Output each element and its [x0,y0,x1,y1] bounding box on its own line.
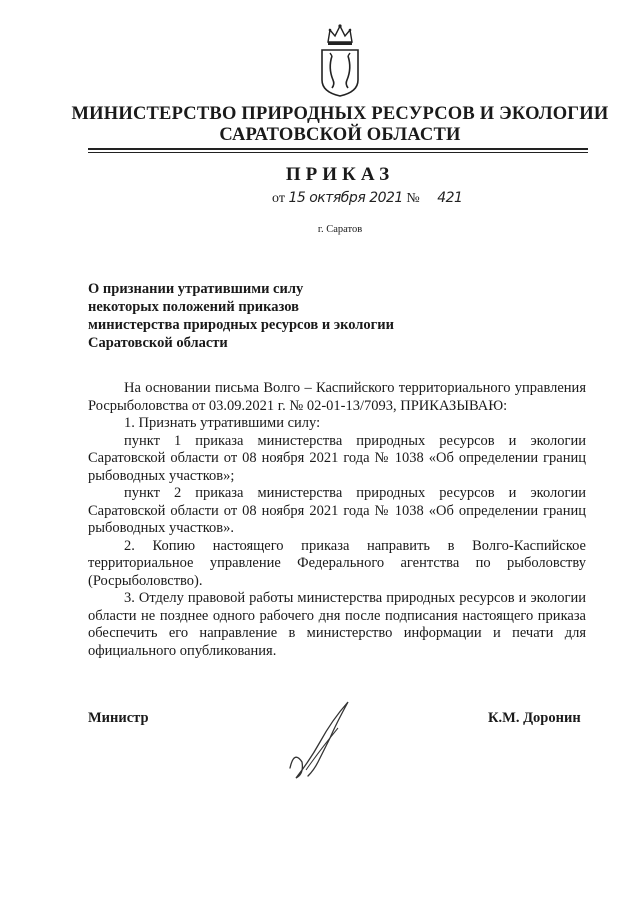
date-prefix: от [272,191,285,206]
paragraph-basis: На основании письма Волго – Каспийского территориального управления Росрыболовства от 03.09.2021 г. № 02-01-13/7093, ПРИКАЗЫВАЮ: [88,380,586,414]
signer-title: Министр [88,710,149,726]
number-sign: № [406,191,420,206]
paragraph-item-3: 3. Отделу правовой работы министерства природных ресурсов и экологии области не позднее одного рабочего дня после подписания настоящего приказа обеспечить его направление в министерство информации и печати для официального опубликования. [88,590,586,659]
header-divider-thin [88,152,588,153]
order-body [88,380,586,660]
coat-of-arms-icon [318,22,362,98]
paragraph-item-1-sub-1: пункт 1 приказа министерства природных ресурсов и экологии Саратовской области от 08 ноября 2021 года № 1038 «Об определении границ рыбоводных участков»; [88,432,586,484]
order-date: 15 октября 2021 [288,190,403,206]
paragraph-item-2: 2. Копию настоящего приказа направить в Волго-Каспийское территориальное управление Федерального агентства по рыболовству (Росрыболовство). [88,537,586,589]
order-subject [88,280,394,352]
subject-line-3: министерства природных ресурсов и экологии [88,317,394,333]
paragraph-item-1-sub-2: пункт 2 приказа министерства природных ресурсов и экологии Саратовской области от 08 ноября 2021 года № 1038 «Об определении границ рыбоводных участков». [88,485,586,536]
signature-icon [280,690,360,790]
document-type: ПРИКАЗ [285,164,395,185]
subject-line-1: О признании утратившими силу [88,281,304,297]
ministry-name [60,104,620,146]
subject-line-4: Саратовской области [88,335,228,351]
paragraph-item-1: 1. Признать утратившими силу: [124,415,321,431]
subject-line-2: некоторых положений приказов [88,299,299,315]
header-divider-thick [88,148,588,150]
order-date-line [272,190,462,207]
order-number: 421 [437,190,463,206]
signer-name: К.М. Доронин [488,710,581,726]
ministry-name-line-2: САРАТОВСКОЙ ОБЛАСТИ [219,125,461,145]
city: г. Саратов [317,224,363,235]
ministry-name-line-1: МИНИСТЕРСТВО ПРИРОДНЫХ РЕСУРСОВ И ЭКОЛОГИИ [71,104,609,124]
